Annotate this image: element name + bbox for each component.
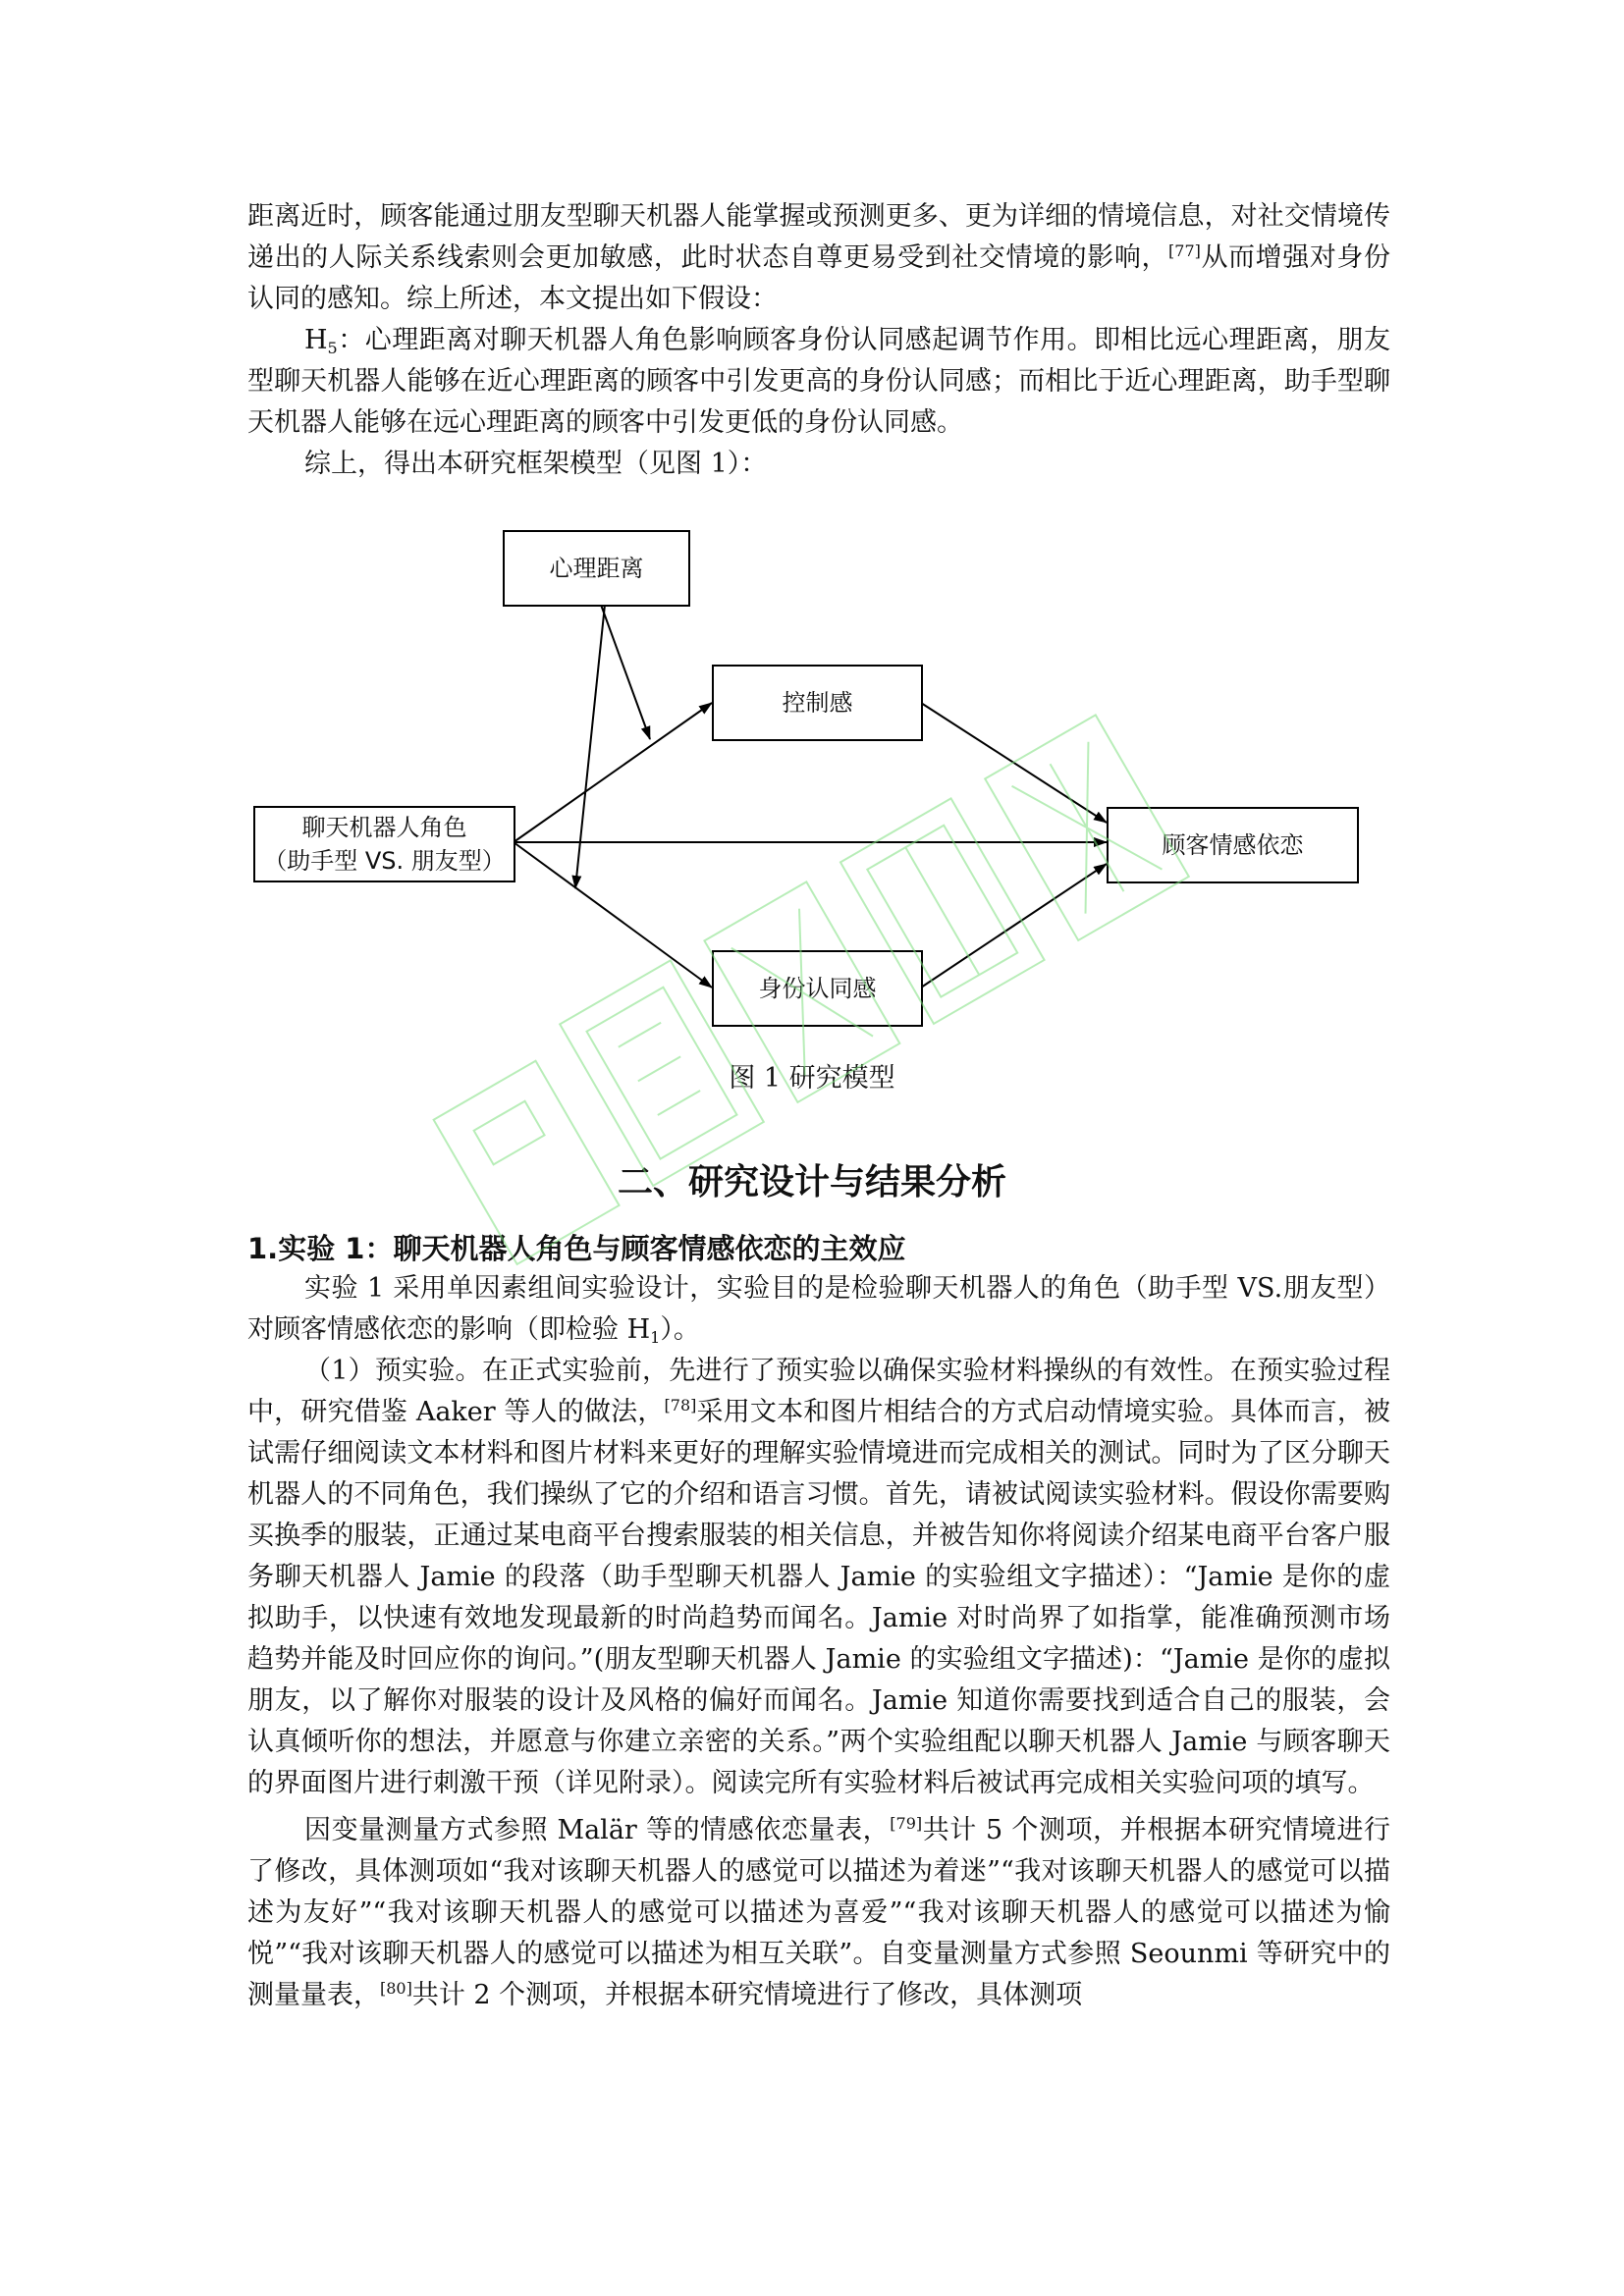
intro-paragraph: 距离近时，顾客能通过朋友型聊天机器人能掌握或预测更多、更为详细的情境信息，对社交情境传递出的人际关系线索则会更加敏感，此时状态自尊更易受到社交情境的影响，[77]从而增强对身份认同的感知。综上所述，本文提出如下假设： xyxy=(247,201,1390,314)
box-psychological-distance: 心理距离 xyxy=(503,530,690,607)
body-paragraph-1: 实验 1 采用单因素组间实验设计，实验目的是检验聊天机器人的角色（助手型 VS.朋友型）对顾客情感依恋的影响（即检验 $H_1$）。 xyxy=(247,1273,1390,1347)
arrow-psych-to-control-path xyxy=(601,605,650,739)
citation-77: [77] xyxy=(1168,241,1201,260)
section-title: 二、研究设计与结果分析 xyxy=(617,1162,1006,1202)
arrow-role-to-identity xyxy=(514,842,712,988)
citation-78: [78] xyxy=(664,1396,697,1415)
citation-80: [80] xyxy=(380,1979,412,1998)
citation-79: [79] xyxy=(890,1814,923,1833)
figure-caption: 图 1 研究模型 xyxy=(729,1063,895,1094)
figure-intro-sentence: 综上，得出本研究框架模型（见图 1）： xyxy=(304,449,768,479)
box-identity: 身份认同感 xyxy=(712,950,923,1027)
arrow-control-to-attachment xyxy=(921,703,1107,823)
arrow-identity-to-attachment xyxy=(921,864,1107,988)
hypothesis-h5: $H_5$：心理距离对聊天机器人角色影响顾客身份认同感起调节作用。即相比远心理距离，朋友型聊天机器人能够在近心理距离的顾客中引发更高的身份认同感；而相比于近心理距离，助手型聊天机器人能够在远心理距离的顾客中引发更低的身份认同感。 xyxy=(247,325,1390,438)
arrow-role-to-control xyxy=(514,703,712,842)
body-paragraph-3: 因变量测量方式参照 Malär 等的情感依恋量表，[79]共计 5 个测项，并根据本研究情境进行了修改，具体测项如“我对该聊天机器人的感觉可以描述为着迷”“我对该聊天机器人的感觉可以描述为友好”“我对该聊天机器人的感觉可以描述为喜爱”“我对该聊天机器人的感觉可以描述为愉悦”“我对该聊天机器人的感觉可以描述为相互关联”。自变量测量方式参照 Seounmi 等研究中的测量量表，[80]共计 2 个测项，并根据本研究情境进行了修改，具体测项 xyxy=(247,1814,1390,2010)
box-chatbot-role: 聊天机器人角色 （助手型 VS. 朋友型） xyxy=(253,806,515,882)
body-paragraph-2: （1）预实验。在正式实验前，先进行了预实验以确保实验材料操纵的有效性。在预实验过程中，研究借鉴 Aaker 等人的做法，[78]采用文本和图片相结合的方式启动情境实验。具体而言，被试需仔细阅读文本材料和图片材料来更好的理解实验情境进而完成相关的测试。同时为了区分聊天机器人的不同角色，我们操纵了它的介绍和语言习惯。首先，请被试阅读实验材料。假设你需要购买换季的服装，正通过某电商平台搜索服装的相关信息，并被告知你将阅读介绍某电商平台客户服务聊天机器人 Jamie 的段落（助手型聊天机器人 Jamie 的实验组文字描述）：“Jamie 是你的虚拟助手，以快速有效地发现最新的时尚趋势而闻名。Jamie 对时尚界了如指掌，能准确预测市场趋势并能及时回应你的询问。”(朋友型聊天机器人 Jamie 的实验组文字描述)：“Jamie 是你的虚拟朋友，以了解你对服装的设计及风格的偏好而闻名。Jamie 知道你需要找到适合自己的服装，会认真倾听你的想法，并愿意与你建立亲密的关系。”两个实验组配以聊天机器人 Jamie 与顾客聊天的界面图片进行刺激干预（详见附录）。阅读完所有实验材料后被试再完成相关实验问项的填写。 xyxy=(247,1356,1390,1798)
subsection-title: 1.实验 1：聊天机器人角色与顾客情感依恋的主效应 xyxy=(247,1232,906,1265)
arrow-psych-to-identity-path xyxy=(575,605,605,888)
box-customer-emotional-attachment: 顾客情感依恋 xyxy=(1107,807,1359,883)
box-sense-of-control: 控制感 xyxy=(712,665,923,741)
body-text xyxy=(247,1268,1390,2016)
